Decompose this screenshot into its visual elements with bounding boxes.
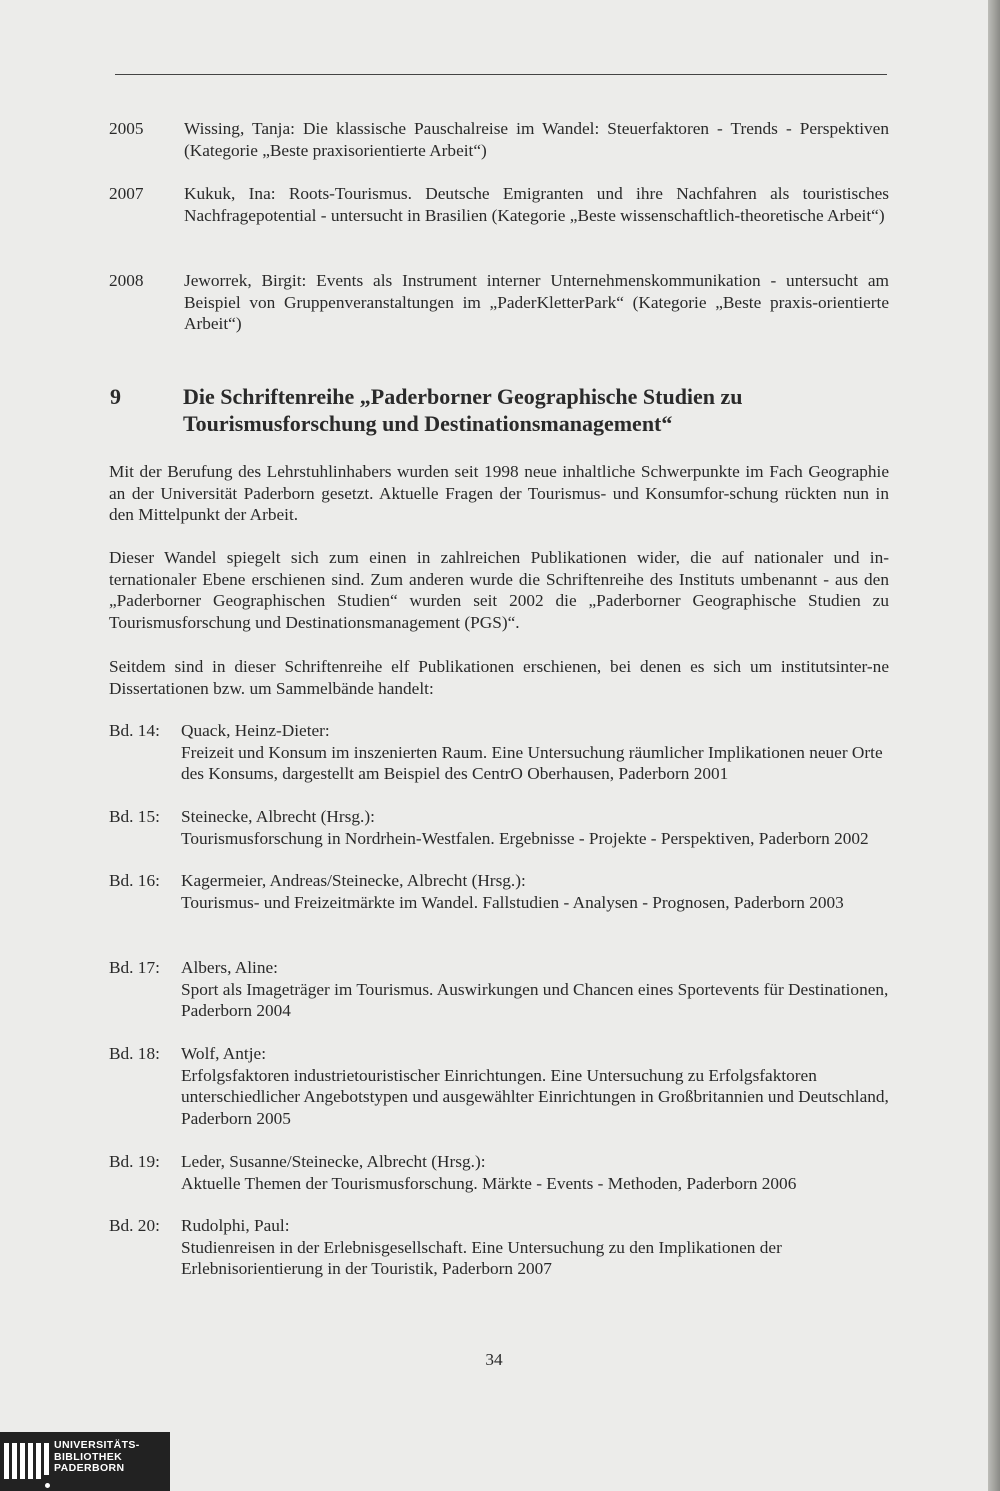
award-text: Wissing, Tanja: Die klassische Pauschalreise im Wandel: Steuerfaktoren - Trends - Perspektiven (Kategorie „Beste praxisorientierte Arbeit“) bbox=[184, 119, 889, 160]
volume-label: Bd. 14: bbox=[109, 721, 160, 740]
page-edge-shadow bbox=[988, 0, 1000, 1491]
volume-author: Leder, Susanne/Steinecke, Albrecht (Hrsg.): bbox=[181, 1152, 486, 1171]
volume-work: Studienreisen in der Erlebnisgesellschaft. Eine Untersuchung zu den Implikationen der Erlebnisorientierung in der Touristik, Paderborn 2007 bbox=[181, 1237, 782, 1278]
volume-entry bbox=[109, 1151, 889, 1194]
volume-work: Tourismus- und Freizeitmärkte im Wandel. Fallstudien - Analysen - Prognosen, Paderborn 2003 bbox=[181, 892, 844, 912]
volume-entry bbox=[109, 870, 889, 913]
award-text: Jeworrek, Birgit: Events als Instrument interner Unternehmenskommunikation - untersucht am Beispiel von Gruppenveranstaltungen im „PaderKletterPark“ (Kategorie „Beste praxis-orientierte Arbeit“) bbox=[184, 271, 889, 333]
volume-author: Rudolphi, Paul: bbox=[181, 1216, 290, 1235]
library-name-line: PADERBORN bbox=[54, 1462, 125, 1474]
volume-label: Bd. 18: bbox=[109, 1044, 160, 1063]
volume-author: Quack, Heinz-Dieter: bbox=[181, 721, 330, 740]
section-heading bbox=[110, 383, 890, 437]
award-year: 2007 bbox=[109, 184, 144, 203]
paragraph: Dieser Wandel spiegelt sich zum einen in zahlreichen Publikationen wider, die auf nationaler und in-ternationaler Ebene erschienen sind. Zum anderen wurde die Schriftenreihe des Instituts umbenannt - aus den „Paderborner Geographischen Studien“ wurden seit 2002 die „Paderborner Geographische Studien zu Tourismusforschung und Destinationsmanagement (PGS)“. bbox=[109, 548, 889, 632]
section-number: 9 bbox=[110, 384, 121, 409]
header-rule bbox=[115, 74, 887, 75]
award-entry bbox=[109, 183, 889, 226]
volume-author: Steinecke, Albrecht (Hrsg.): bbox=[181, 807, 375, 826]
volume-author: Kagermeier, Andreas/Steinecke, Albrecht (Hrsg.): bbox=[181, 871, 526, 890]
volume-work: Aktuelle Themen der Tourismusforschung. Märkte - Events - Methoden, Paderborn 2006 bbox=[181, 1173, 797, 1193]
volume-author: Albers, Aline: bbox=[181, 958, 278, 977]
paragraph: Seitdem sind in dieser Schriftenreihe elf Publikationen erschienen, bei denen es sich um institutsinter-ne Dissertationen bzw. um Sammelbände handelt: bbox=[109, 657, 889, 698]
library-logo bbox=[2, 1437, 162, 1491]
volume-entry bbox=[109, 720, 889, 785]
volume-label: Bd. 20: bbox=[109, 1216, 160, 1235]
volume-label: Bd. 17: bbox=[109, 958, 160, 977]
volume-work: Tourismusforschung in Nordrhein-Westfalen. Ergebnisse - Projekte - Perspektiven, Paderborn 2002 bbox=[181, 828, 869, 848]
award-text: Kukuk, Ina: Roots-Tourismus. Deutsche Emigranten und ihre Nachfahren als touristisches Nachfragepotential - untersucht in Brasilien (Kategorie „Beste wissenschaftlich-theoretische Arbeit“) bbox=[184, 184, 889, 225]
library-name-line: BIBLIOTHEK bbox=[54, 1450, 123, 1463]
volume-work: Erfolgsfaktoren industrietouristischer Einrichtungen. Eine Untersuchung zu Erfolgsfaktoren unterschiedlicher Angebotstypen und ausgewählter Einrichtungen in Großbritannien und Deutschland, Paderborn 2005 bbox=[181, 1065, 889, 1128]
volume-entry bbox=[109, 957, 889, 1022]
volume-entry bbox=[109, 1215, 889, 1280]
volume-work: Freizeit und Konsum im inszenierten Raum. Eine Untersuchung räumlicher Implikationen neuer Orte des Konsums, dargestellt am Beispiel des CentrO Oberhausen, Paderborn 2001 bbox=[181, 742, 883, 783]
page-number: 34 bbox=[485, 1350, 503, 1369]
award-entry bbox=[109, 118, 889, 161]
library-name-line: UNIVERSITÄTS- bbox=[54, 1439, 140, 1451]
library-name bbox=[54, 1440, 140, 1475]
volume-label: Bd. 19: bbox=[109, 1152, 160, 1171]
volume-work: Sport als Imageträger im Tourismus. Auswirkungen und Chancen eines Sportevents für Destinationen, Paderborn 2004 bbox=[181, 979, 889, 1020]
award-entry bbox=[109, 270, 889, 335]
volume-label: Bd. 15: bbox=[109, 807, 160, 826]
volume-label: Bd. 16: bbox=[109, 871, 160, 890]
volume-entry bbox=[109, 806, 889, 849]
paragraph: Mit der Berufung des Lehrstuhlinhabers wurden seit 1998 neue inhaltliche Schwerpunkte im Fach Geographie an der Universität Paderborn gesetzt. Aktuelle Fragen der Tourismus- und Konsumfor-schung rückten nun in den Mittelpunkt der Arbeit. bbox=[109, 462, 889, 524]
volume-entry bbox=[109, 1043, 889, 1129]
award-year: 2005 bbox=[109, 119, 144, 138]
section-title: Die Schriftenreihe „Paderborner Geographische Studien zu Tourismusforschung und Destinationsmanagement“ bbox=[183, 384, 743, 436]
volume-author: Wolf, Antje: bbox=[181, 1044, 267, 1063]
award-year: 2008 bbox=[109, 271, 144, 290]
